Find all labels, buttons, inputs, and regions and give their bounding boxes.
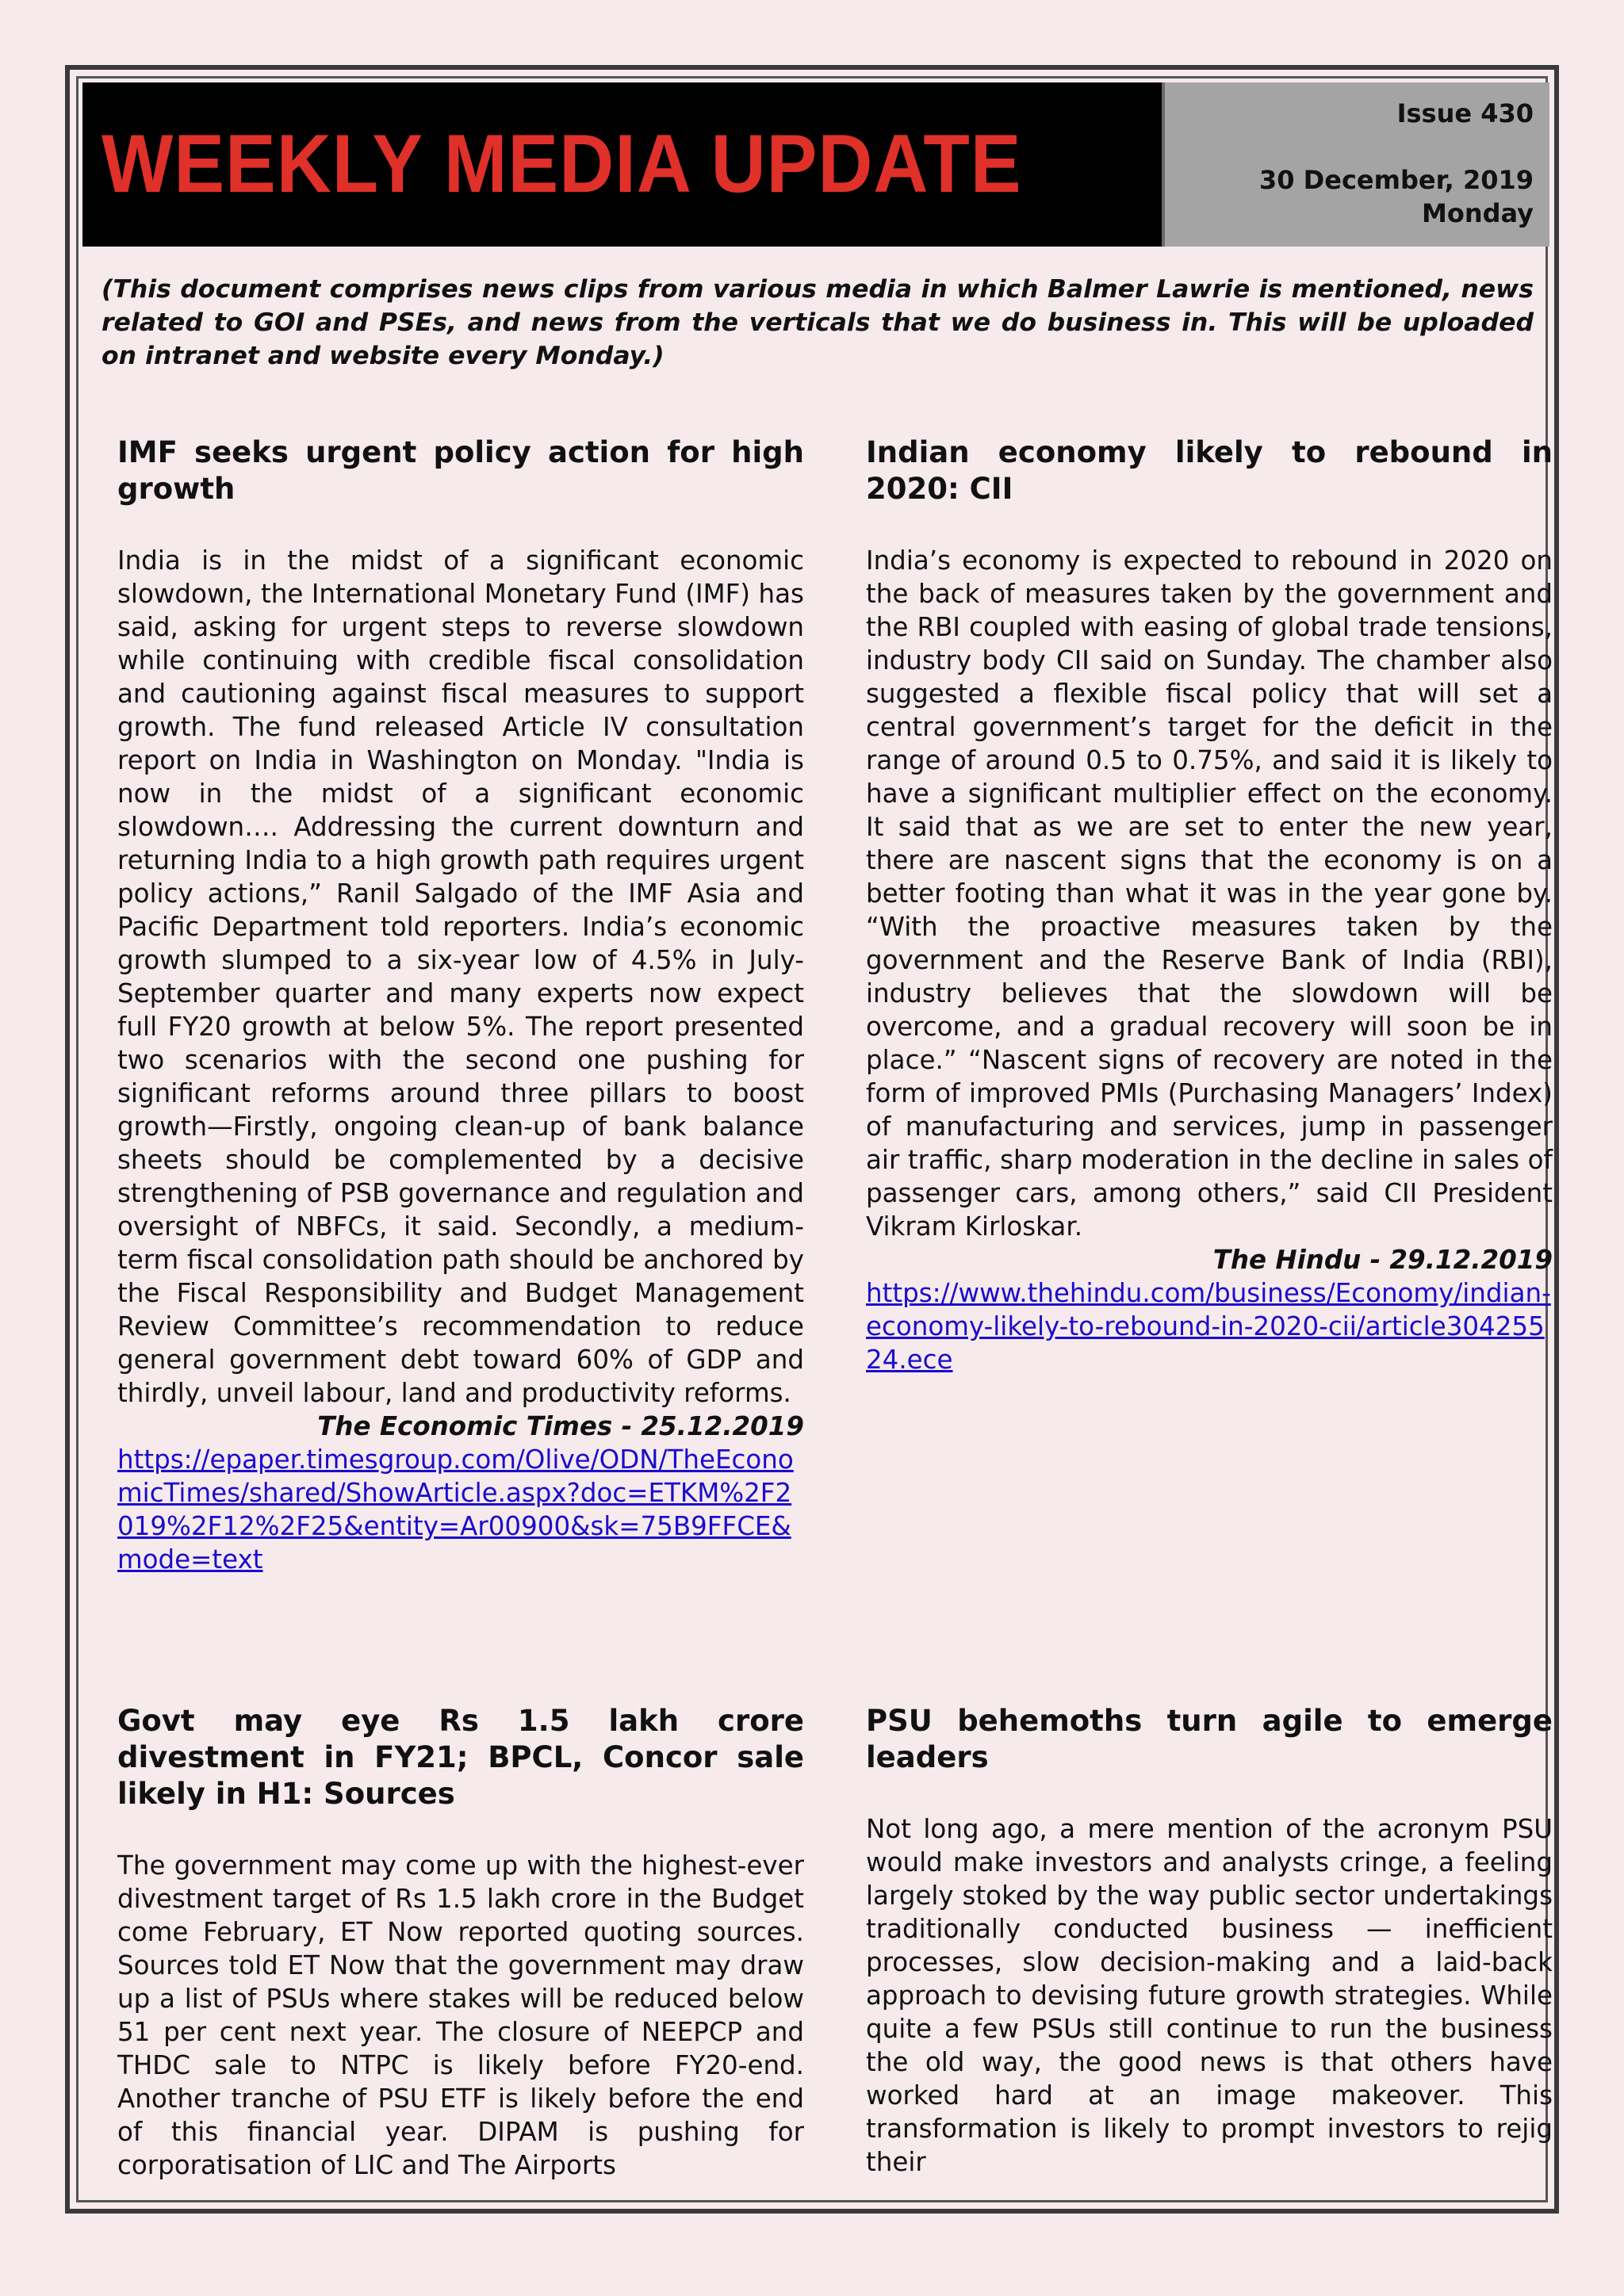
article-psu-behemoths [866, 1703, 1553, 2210]
article-body: India’s economy is expected to rebound in 2020 on the back of measures taken by the government and the RBI coupled with easing of global trade tensions, industry body CII said on Sunday. The chamber also suggested a flexible fiscal policy that will set a central government’s target for the deficit in the range of around 0.5 to 0.75%, and said it is likely to have a significant multiplier effect on the economy. It said that as we are set to enter the new year, there are nascent signs that the economy is on a better footing than what it was in the year gone by. “With the proactive measures taken by the government and the Reserve Bank of India (RBI), industry believes that the slowdown will be overcome, and a gradual recovery will soon be in place.” “Nascent signs of recovery are noted in the form of improved PMIs (Purchasing Managers’ Index) of manufacturing and services, jump in passenger air traffic, sharp moderation in the decline in sales of passenger cars, among others,” said CII President Vikram Kirloskar. [866, 545, 1553, 1242]
page-frame [65, 65, 1559, 2214]
article-body: The government may come up with the highest-ever divestment target of Rs 1.5 lakh crore in the Budget come February, ET Now reported quoting sources. Sources told ET Now that the government may draw up a list of PSUs where stakes will be reduced below 51 per cent next year. The closure of NEEPCP and THDC sale to NTPC is likely before FY20-end. Another tranche of PSU ETF is likely before the end of this financial year. DIPAM is pushing for corporatisation of LIC and The Airports [117, 1850, 804, 2180]
article-link[interactable]: https://www.thehindu.com/business/Economy/indian-economy-likely-to-rebound-in-2020-cii/article30425524.ece [866, 1278, 1551, 1375]
article-body: India is in the midst of a significant economic slowdown, the International Monetary Fund (IMF) has said, asking for urgent steps to reverse slowdown while continuing with credible fiscal consolidation and cautioning against fiscal measures to support growth. The fund released Article IV consultation report on India in Washington on Monday. "India is now in the midst of a significant economic slowdown…. Addressing the current downturn and returning India to a high growth path requires urgent policy actions,” Ranil Salgado of the IMF Asia and Pacific Department told reporters. India’s economic growth slumped to a six-year low of 4.5% in July-September quarter and many experts now expect full FY20 growth at below 5%. The report presented two scenarios with the second one pushing for significant reforms around three pillars to boost growth—Firstly, ongoing clean-up of bank balance sheets should be complemented by a decisive strengthening of PSB governance and regulation and oversight of NBFCs, it said. Secondly, a medium-term fiscal consolidation path should be anchored by the Fiscal Responsibility and Budget Management Review Committee’s recommendation to reduce general government debt toward 60% of GDP and thirdly, unveil labour, land and productivity reforms. [117, 545, 804, 1408]
article-headline: Govt may eye Rs 1.5 lakh crore divestment in FY21; BPCL, Concor sale likely in H1: Sources [117, 1704, 804, 1811]
issue-day: Monday [1422, 198, 1534, 228]
article-body: Not long ago, a mere mention of the acronym PSU would make investors and analysts cringe, a feeling largely stoked by the way public sector undertakings traditionally conducted business — inefficient processes, slow decision-making and a laid-back approach to devising future growth strategies. While quite a few PSUs still continue to run the business the old way, the good news is that others have worked hard at an image makeover. This transformation is likely to prompt investors to rejig their [866, 1814, 1553, 2177]
article-source: The Hindu - 29.12.2019 [1212, 1245, 1553, 1275]
masthead-title-panel [82, 82, 1162, 247]
issue-number: Issue 430 [1396, 98, 1534, 128]
article-source: The Economic Times - 25.12.2019 [317, 1411, 804, 1441]
masthead-info-panel [1162, 82, 1549, 247]
article-link[interactable]: https://epaper.timesgroup.com/Olive/ODN/TheEconomicTimes/shared/ShowArticle.aspx?doc=ETKM%2F2019%2F12%2F25&entity=Ar00900&sk=75B9FFCE&mode=text [117, 1445, 794, 1575]
issue-date: 30 December, 2019 [1259, 165, 1534, 195]
article-divestment [117, 1703, 804, 2210]
article-headline: IMF seeks urgent policy action for high growth [117, 435, 804, 506]
intro-note: (This document comprises news clips from various media in which Balmer Lawrie is mentioned, news related to GOI and PSEs, and news from the verticals that we do business in. This will be uploaded on intranet and website every Monday.) [102, 275, 1534, 370]
article-imf [117, 434, 804, 1576]
masthead-title: WEEKLY MEDIA UPDATE [102, 118, 1022, 210]
article-headline: PSU behemoths turn agile to emerge leaders [866, 1704, 1553, 1774]
article-headline: Indian economy likely to rebound in 2020: CII [866, 435, 1553, 506]
article-cii [866, 434, 1553, 1376]
masthead [82, 82, 1549, 247]
